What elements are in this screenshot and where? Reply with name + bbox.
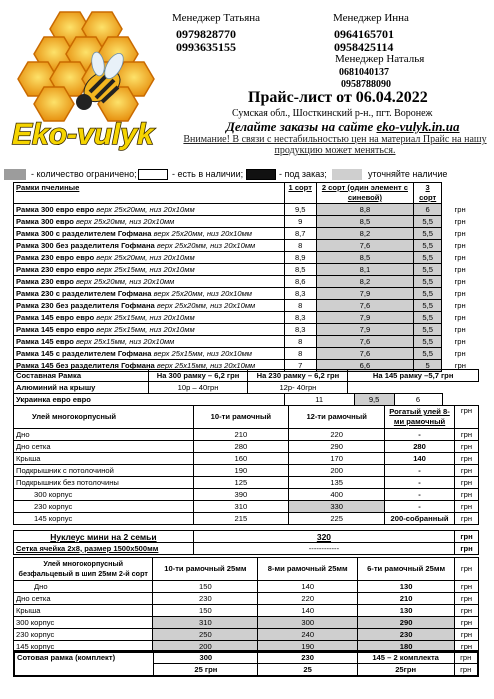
- frame-name-cell: [14, 312, 285, 324]
- frameless-10: 250: [153, 629, 258, 641]
- frame-grade-2: 7,6: [316, 300, 414, 312]
- manager-3-phone-2[interactable]: 0958788090: [341, 79, 391, 90]
- frame-grade-3: 5,5: [414, 288, 442, 300]
- legend-to-order: - под заказ;: [279, 169, 327, 179]
- hive-name: 230 корпус: [14, 501, 194, 513]
- frame-desc: верх 25х20мм, низ 20х10мм: [76, 276, 175, 286]
- hives-table: [13, 405, 479, 525]
- note-line-1: Внимание! В связи с нестабильностью цен на материал Прайс на нашу: [183, 134, 487, 145]
- frame-row: [14, 288, 479, 300]
- ukr-value-2: 9,5: [354, 394, 394, 406]
- hive-horned: -: [385, 489, 455, 501]
- frame-row: [14, 348, 479, 360]
- frame-grade-2: 8,5: [316, 216, 414, 228]
- frame-grade-3: 5,5: [414, 216, 442, 228]
- hive-unit: грн: [455, 441, 479, 453]
- hive-row: [14, 501, 479, 513]
- legend-swatch-in-stock: [138, 169, 168, 180]
- hive-row: [14, 429, 479, 441]
- frameless-row: [14, 581, 479, 593]
- composite-row: [14, 370, 479, 382]
- roof-value-1: 10р – 40грн: [148, 382, 248, 394]
- frame-grade-1: 8: [284, 300, 316, 312]
- hive-12: 290: [289, 441, 385, 453]
- frame-desc: верх 25х20мм, низ 20х10мм: [153, 228, 252, 238]
- frame-unit: грн: [454, 288, 466, 298]
- composite-label: Составная Рамка: [14, 370, 149, 382]
- frame-grade-2: 7,9: [316, 324, 414, 336]
- hive-name: Подкрышник с потолочиной: [14, 465, 194, 477]
- hive-horned: -: [385, 465, 455, 477]
- comb-label: Сотовая рамка (комплект): [14, 651, 154, 664]
- comb-row-2: [14, 664, 478, 677]
- order-line: [226, 119, 460, 135]
- frameless-unit: грн: [455, 629, 479, 641]
- frame-grade-3: 5,5: [414, 336, 442, 348]
- manager-1-name: Менеджер Татьяна: [172, 12, 261, 24]
- frameless-unit: грн: [455, 593, 479, 605]
- hive-row: [14, 453, 479, 465]
- frame-grade-3: 5,5: [414, 252, 442, 264]
- frame-desc: верх 25х20мм, низ 20х10мм: [156, 240, 256, 250]
- frameless-unit: грн: [455, 605, 479, 617]
- hive-horned: -: [385, 429, 455, 441]
- frame-grade-3: 6: [414, 204, 442, 216]
- frame-name-cell: [14, 276, 285, 288]
- frame-row: [14, 324, 479, 336]
- availability-legend: [0, 168, 494, 182]
- frame-grade-3: 5,5: [414, 312, 442, 324]
- mesh-label: Сетка ячейка 2х8, размер 1500х500мм: [14, 543, 194, 555]
- legend-limited: - количество ограничено;: [31, 169, 137, 179]
- frameless-8: 220: [258, 593, 358, 605]
- hive-unit: грн: [455, 513, 479, 525]
- frameless-8: 140: [258, 605, 358, 617]
- frameless-row: [14, 617, 479, 629]
- comb-300-price: 25 грн: [154, 664, 258, 677]
- ukr-label: Украинка евро евро: [14, 394, 285, 406]
- frame-row: [14, 336, 479, 348]
- frame-row: [14, 300, 479, 312]
- site-link[interactable]: eko-vulyk.in.ua: [376, 119, 460, 134]
- frame-name: Рамка 300 евро евро: [16, 204, 95, 214]
- hives-header-row: [14, 406, 479, 429]
- ukr-blank: [442, 394, 479, 406]
- hive-10: 210: [193, 429, 289, 441]
- frame-grade-3: 5,5: [414, 240, 442, 252]
- frame-grade-1: 8: [284, 240, 316, 252]
- mesh-value: ------------: [193, 543, 454, 555]
- roof-value-2: 12р- 40грн: [248, 382, 348, 394]
- frameless-unit: грн: [455, 641, 479, 653]
- composite-145: На 145 рамку –5,7 грн: [348, 370, 479, 382]
- hive-name: 145 корпус: [14, 513, 194, 525]
- frame-grade-3: 5,5: [414, 276, 442, 288]
- manager-2-phone-1[interactable]: 0964165701: [334, 27, 394, 41]
- composite-230: На 230 рамку – 6,2 грн: [248, 370, 348, 382]
- frame-unit: грн: [454, 312, 466, 322]
- frameless-header-10: 10-ти рамочный 25мм: [153, 558, 258, 581]
- legend-in-stock: - есть в наличии;: [172, 169, 244, 179]
- frame-row: [14, 240, 479, 252]
- hives-header-unit: грн: [455, 406, 479, 429]
- frame-name: Рамка 230 без разделителя Гофмана: [16, 300, 155, 310]
- hive-row: [14, 489, 479, 501]
- frameless-8: 140: [258, 581, 358, 593]
- frame-grade-2: 7,6: [316, 240, 414, 252]
- frames-header-grade-2: 2 сорт (один элемент с синевой): [316, 183, 414, 204]
- hive-10: 215: [193, 513, 289, 525]
- eko-vulyk-logo: [10, 6, 160, 154]
- frame-name-cell: [14, 204, 285, 216]
- frame-desc: верх 25х15мм, низ 20х10мм: [96, 312, 195, 322]
- hive-12: 220: [289, 429, 385, 441]
- frames-header-grade-1: 1 сорт: [284, 183, 316, 204]
- comb-230-price: 25: [258, 664, 357, 677]
- frame-grade-1: 8: [284, 348, 316, 360]
- frame-name: Рамка 230 с разделителем Гофмана: [16, 288, 152, 298]
- frameless-name: 230 корпус: [14, 629, 153, 641]
- nucleus-value: 320: [193, 531, 454, 543]
- hive-horned: -: [385, 501, 455, 513]
- frame-desc: верх 25х15мм, низ 20х10мм: [96, 264, 195, 274]
- frame-grade-1: 8,9: [284, 252, 316, 264]
- frame-name: Рамка 230 евро: [16, 276, 74, 286]
- frame-grade-2: 8,5: [316, 252, 414, 264]
- frame-desc: верх 25х15мм, низ 20х10мм: [156, 360, 256, 370]
- frame-grade-2: 7,9: [316, 288, 414, 300]
- legend-clarify: уточняйте наличие: [368, 169, 448, 179]
- frameless-name: 300 корпус: [14, 617, 153, 629]
- hives-header-horned: Рогатый улей 8-ми рамочный: [385, 406, 455, 429]
- hive-row: [14, 477, 479, 489]
- frameless-table: [13, 557, 479, 653]
- hive-row: [14, 465, 479, 477]
- frameless-10: 200: [153, 641, 258, 653]
- hive-unit: грн: [455, 477, 479, 489]
- frameless-10: 150: [153, 581, 258, 593]
- frame-unit: грн: [454, 264, 466, 274]
- hive-horned: -: [385, 477, 455, 489]
- hive-10: 190: [193, 465, 289, 477]
- comb-blank: [14, 664, 154, 677]
- frame-name: Рамка 145 с разделителем Гофмана: [16, 348, 152, 358]
- frameless-header-6: 6-ти рамочный 25мм: [358, 558, 455, 581]
- frame-name-cell: [14, 228, 285, 240]
- roof-blank: [348, 382, 479, 394]
- frame-grade-2: 8,8: [316, 204, 414, 216]
- hive-row: [14, 441, 479, 453]
- comb-300: 300: [154, 651, 258, 664]
- frame-grade-3: 5,5: [414, 228, 442, 240]
- hive-unit: грн: [455, 429, 479, 441]
- comb-row-1: [14, 651, 478, 664]
- manager-2-phone-2[interactable]: 0958425114: [334, 40, 394, 54]
- frame-name: Рамка 145 евро: [16, 336, 74, 346]
- mesh-row: [14, 543, 479, 555]
- frame-grade-1: 8,5: [284, 264, 316, 276]
- frame-grade-2: 7,6: [316, 336, 414, 348]
- frame-grade-3: 5,5: [414, 348, 442, 360]
- frame-grade-1: 8,6: [284, 276, 316, 288]
- hive-name: 300 корпус: [14, 489, 194, 501]
- frame-desc: верх 25х20мм, низ 20х10мм: [96, 252, 195, 262]
- manager-3-phone-1[interactable]: 0681040137: [339, 67, 389, 78]
- frame-desc: верх 25х15мм, низ 20х10мм: [76, 336, 175, 346]
- frameless-8: 240: [258, 629, 358, 641]
- manager-1-phone-1[interactable]: 0979828770: [176, 27, 236, 41]
- frame-row: [14, 252, 479, 264]
- frameless-6: 230: [358, 629, 455, 641]
- frame-grade-3: 5: [414, 360, 442, 372]
- frame-desc: верх 25х15мм, низ 20х10мм: [96, 324, 195, 334]
- hive-12: 330: [289, 501, 385, 513]
- ukr-value-3: 6: [394, 394, 442, 406]
- hive-row: [14, 513, 479, 525]
- frames-table: [13, 182, 479, 372]
- frameless-header-unit: грн: [455, 558, 479, 581]
- hive-unit: грн: [455, 501, 479, 513]
- nucleus-row: [14, 531, 479, 543]
- frameless-name: Дно сетка: [14, 593, 153, 605]
- frame-name: Рамка 300 с разделителем Гофмана: [16, 228, 152, 238]
- frame-grade-1: 8,3: [284, 324, 316, 336]
- frame-unit: грн: [454, 348, 466, 358]
- frames-header-grade-3: 3 сорт: [414, 183, 442, 204]
- frame-unit: грн: [454, 300, 466, 310]
- mesh-unit: грн: [455, 543, 479, 555]
- frameless-10: 230: [153, 593, 258, 605]
- hive-12: 200: [289, 465, 385, 477]
- hives-header-12: 12-ти рамочный: [289, 406, 385, 429]
- frame-grade-2: 7,9: [316, 312, 414, 324]
- frame-unit: грн: [454, 216, 466, 226]
- frame-name-cell: [14, 216, 285, 228]
- frame-name: Рамка 300 евро: [16, 216, 74, 226]
- hive-12: 135: [289, 477, 385, 489]
- frameless-6: 210: [358, 593, 455, 605]
- frame-unit: грн: [454, 228, 466, 238]
- price-list-title: Прайс-лист от 06.04.2022: [248, 89, 428, 106]
- frame-row: [14, 312, 479, 324]
- frame-desc: верх 25х20мм, низ 20х10мм: [76, 216, 175, 226]
- comb-table: [13, 650, 479, 677]
- frame-name-cell: [14, 348, 285, 360]
- frame-desc: верх 25х20мм, низ 20х10мм: [96, 204, 195, 214]
- frame-unit: грн: [454, 276, 466, 286]
- frame-name: Рамка 230 евро евро: [16, 252, 95, 262]
- nucleus-table: [13, 530, 479, 555]
- frame-grade-1: 9,5: [284, 204, 316, 216]
- hive-unit: грн: [455, 453, 479, 465]
- frame-desc: верх 25х20мм, низ 20х10мм: [153, 288, 252, 298]
- frame-grade-2: 6,6: [316, 360, 414, 372]
- frame-grade-2: 7,6: [316, 348, 414, 360]
- hive-name: Подкрышник без потолочины: [14, 477, 194, 489]
- frameless-header-row: [14, 558, 479, 581]
- frame-name-cell: [14, 288, 285, 300]
- frameless-header-8: 8-ми рамочный 25мм: [258, 558, 358, 581]
- frame-unit: грн: [454, 204, 466, 214]
- address: Сумская обл., Шосткинский р-н., пгт. Воронеж: [232, 108, 433, 119]
- frameless-6: 180: [358, 641, 455, 653]
- legend-swatch-limited: [4, 169, 26, 180]
- hive-10: 280: [193, 441, 289, 453]
- hive-name: Дно: [14, 429, 194, 441]
- frame-name-cell: [14, 300, 285, 312]
- comb-145-price: 25грн: [357, 664, 454, 677]
- hive-unit: грн: [455, 465, 479, 477]
- frame-name: Рамка 300 без разделителя Гофмана: [16, 240, 155, 250]
- frame-grade-1: 8,3: [284, 312, 316, 324]
- frame-name: Рамка 145 евро евро: [16, 312, 95, 322]
- frames-header-name: Рамки пчелиные: [14, 183, 285, 204]
- roof-row: [14, 382, 479, 394]
- frame-grade-2: 8,2: [316, 276, 414, 288]
- frame-unit: грн: [454, 360, 466, 370]
- frame-name-cell: [14, 336, 285, 348]
- frame-name-cell: [14, 252, 285, 264]
- frame-name: Рамка 230 евро евро: [16, 264, 95, 274]
- nucleus-unit: грн: [455, 531, 479, 543]
- roof-label: Алюминий на крышу: [14, 382, 149, 394]
- frameless-10: 310: [153, 617, 258, 629]
- comb-230: 230: [258, 651, 357, 664]
- frameless-row: [14, 605, 479, 617]
- frame-grade-1: 8: [284, 336, 316, 348]
- comb-145: 145 – 2 комплекта: [357, 651, 454, 664]
- frame-row: [14, 204, 479, 216]
- frame-grade-3: 5,5: [414, 264, 442, 276]
- manager-1-phone-2[interactable]: 0993635155: [176, 40, 236, 54]
- frame-unit: грн: [454, 324, 466, 334]
- comb-unit-1: грн: [454, 651, 478, 664]
- legend-swatch-clarify: [332, 169, 362, 180]
- frame-name-cell: [14, 324, 285, 336]
- hive-horned: 280: [385, 441, 455, 453]
- frame-unit: грн: [454, 240, 466, 250]
- order-text: Делайте заказы на сайте: [226, 119, 374, 134]
- hives-header-name: Улей многокорпусный: [14, 406, 194, 429]
- hives-header-10: 10-ти рамочный: [193, 406, 289, 429]
- frameless-8: 300: [258, 617, 358, 629]
- manager-2-name: Менеджер Инна: [333, 12, 409, 24]
- frame-unit: грн: [454, 336, 466, 346]
- hive-10: 390: [193, 489, 289, 501]
- frameless-6: 130: [358, 605, 455, 617]
- frame-name-cell: [14, 240, 285, 252]
- comb-unit-2: грн: [454, 664, 478, 677]
- frames-header-blank: [442, 183, 479, 204]
- frameless-header-name: Улей многокорпусный безфальцевый в шип 25мм 2-й сорт: [14, 558, 153, 581]
- frame-desc: верх 25х15мм, низ 20х10мм: [153, 348, 252, 358]
- frame-grade-1: 7: [284, 360, 316, 372]
- frame-grade-3: 5,5: [414, 300, 442, 312]
- frameless-6: 130: [358, 581, 455, 593]
- composite-300: На 300 рамку – 6,2 грн: [148, 370, 248, 382]
- nucleus-label: Нуклеус мини на 2 семьи: [14, 531, 194, 543]
- frameless-unit: грн: [455, 581, 479, 593]
- frames-header-row: [14, 183, 479, 204]
- frame-grade-2: 8,1: [316, 264, 414, 276]
- manager-3-name: Менеджер Наталья: [335, 53, 425, 65]
- hive-12: 170: [289, 453, 385, 465]
- frame-grade-1: 8,7: [284, 228, 316, 240]
- frame-row: [14, 228, 479, 240]
- hive-unit: грн: [455, 489, 479, 501]
- hive-10: 125: [193, 477, 289, 489]
- frame-grade-3: 5,5: [414, 324, 442, 336]
- frame-name-cell: [14, 264, 285, 276]
- frame-grade-2: 8,2: [316, 228, 414, 240]
- frameless-row: [14, 629, 479, 641]
- price-note: [178, 134, 492, 156]
- note-line-2: продукцию может меняться.: [274, 145, 396, 156]
- frame-grade-1: 8,3: [284, 288, 316, 300]
- frameless-8: 190: [258, 641, 358, 653]
- frameless-name: 145 корпус: [14, 641, 153, 653]
- hive-horned: 140: [385, 453, 455, 465]
- hive-10: 160: [193, 453, 289, 465]
- frame-name: Рамка 145 евро евро: [16, 324, 95, 334]
- ukr-row: [14, 394, 480, 406]
- hive-horned: 200-собранный: [385, 513, 455, 525]
- hive-10: 310: [193, 501, 289, 513]
- frame-row: [14, 264, 479, 276]
- ukr-value-1: 11: [284, 394, 354, 406]
- frame-unit: грн: [454, 252, 466, 262]
- frame-name: Рамка 145 без разделителя Гофмана: [16, 360, 155, 370]
- frame-row: [14, 216, 479, 228]
- composite-table: [13, 369, 479, 394]
- frameless-6: 290: [358, 617, 455, 629]
- frameless-unit: грн: [455, 617, 479, 629]
- hive-12: 400: [289, 489, 385, 501]
- frame-row: [14, 276, 479, 288]
- hive-name: Крыша: [14, 453, 194, 465]
- frameless-name: Дно: [14, 581, 153, 593]
- frameless-10: 150: [153, 605, 258, 617]
- logo-text: Eko-vulyk: [12, 118, 154, 151]
- frameless-name: Крыша: [14, 605, 153, 617]
- legend-swatch-to-order: [246, 169, 276, 180]
- frame-desc: верх 25х20мм, низ 20х10мм: [156, 300, 256, 310]
- hive-12: 225: [289, 513, 385, 525]
- frameless-row: [14, 593, 479, 605]
- frame-grade-1: 9: [284, 216, 316, 228]
- hive-name: Дно сетка: [14, 441, 194, 453]
